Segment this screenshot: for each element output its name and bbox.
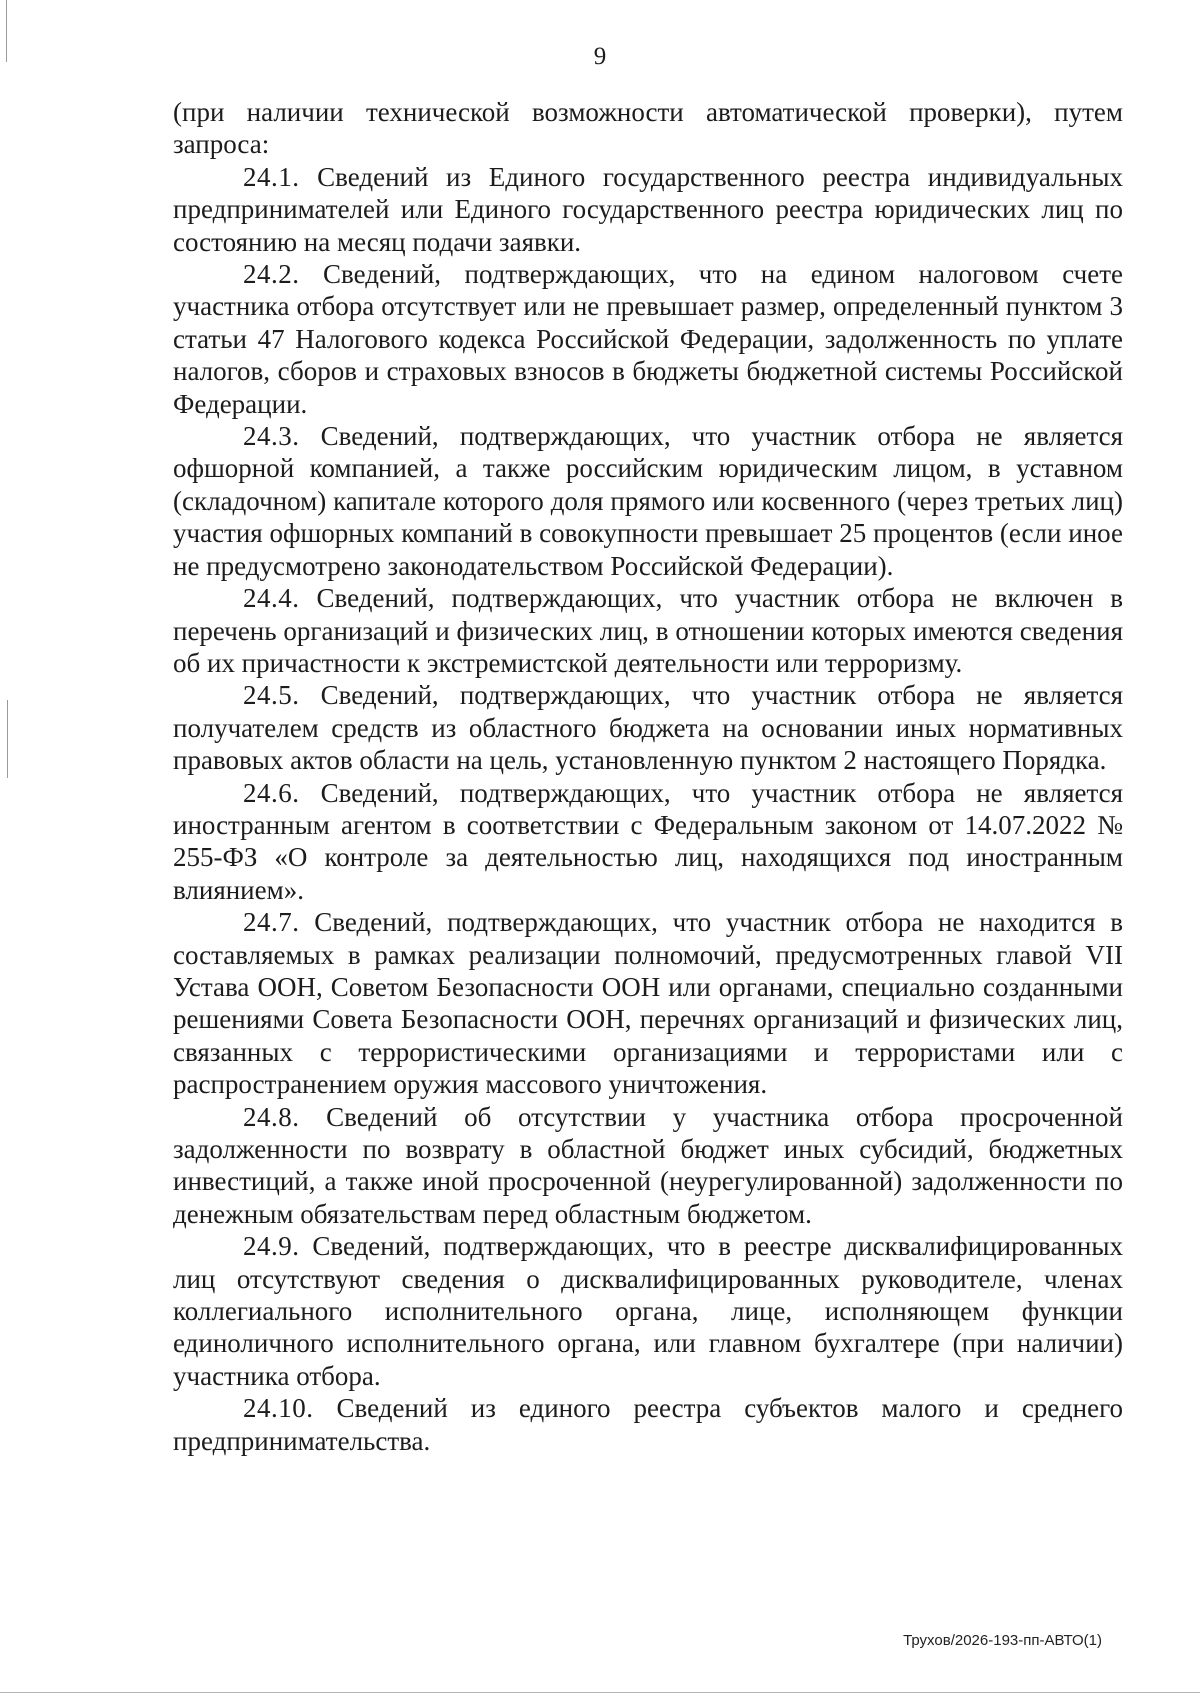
clause-number: 24.4. [243, 583, 300, 614]
clause-24-8 [173, 1101, 1123, 1231]
scan-bottom-edge [0, 1692, 1200, 1693]
clause-text: Сведений, подтверждающих, что участник отбора не находится в составляемых в рамках реализации полномочий, предусмотренных главой VII Устава ООН, Советом Безопасности ООН или органами, специально созданными решениями Совета Безопасности ООН, перечнях организаций и физических лиц, связанных с террористическими организациями и террористами или с распространением оружия массового уничтожения. [173, 907, 1123, 1100]
clause-24-2 [173, 258, 1123, 420]
clause-text: Сведений, подтверждающих, что участник отбора не включен в перечень организаций и физических лиц, в отношении которых имеются сведения об их причастности к экстремистской деятельности или терроризму. [173, 583, 1124, 678]
clause-text: Сведений, подтверждающих, что на едином налоговом счете участника отбора отсутствует или не превышает размер, определенный пунктом 3 статьи 47 Налогового кодекса Российской Федерации, задолженность по уплате налогов, сборов и страховых взносов в бюджеты бюджетной системы Российской Федерации. [173, 259, 1123, 419]
clause-text: Сведений, подтверждающих, что участник отбора не является иностранным агентом в соответствии с Федеральным законом от 14.07.2022 № 255-ФЗ «О контроле за деятельностью лиц, находящихся под иностранным влиянием». [173, 777, 1123, 905]
clause-number: 24.3. [243, 421, 300, 452]
clause-number: 24.1. [243, 161, 300, 192]
clause-24-7 [173, 906, 1123, 1100]
clause-number: 24.6. [243, 777, 300, 808]
clause-text: Сведений, подтверждающих, что в реестре дисквалифицированных лиц отсутствуют сведения о дисквалифицированных руководителе, членах коллегиального исполнительного органа, лице, исполняющем функции единоличного исполнительного органа, или главном бухгалтере (при наличии) участника отбора. [173, 1231, 1123, 1391]
clause-text: Сведений, подтверждающих, что участник отбора не является получателем средств из областного бюджета на основании иных нормативных правовых актов области на цель, установленную пунктом 2 настоящего Порядка. [173, 680, 1123, 776]
clause-number: 24.9. [243, 1231, 300, 1262]
intro-paragraph: (при наличии технической возможности автоматической проверки), путем запроса: [173, 97, 1123, 160]
clause-24-4 [173, 582, 1123, 679]
clause-text: Сведений об отсутствии у участника отбора просроченной задолженности по возврату в областной бюджет иных субсидий, бюджетных инвестиций, а также иной просроченной (неурегулированной) задолженности по денежным обязательствам перед областным бюджетом. [173, 1101, 1123, 1229]
clause-24-9 [173, 1230, 1123, 1392]
clause-number: 24.5. [243, 680, 300, 711]
clause-24-5 [173, 679, 1123, 776]
clause-text: Сведений из Единого государственного реестра индивидуальных предпринимателей или Единого государственного реестра юридических лиц по состоянию на месяц подачи заявки. [173, 161, 1124, 257]
clause-number: 24.8. [243, 1101, 300, 1132]
scan-edge-mark [7, 700, 8, 778]
page-number: 9 [593, 43, 607, 70]
document-footer-code: Трухов/2026-193-пп-АВТО(1) [903, 1632, 1102, 1649]
clause-text: Сведений, подтверждающих, что участник отбора не является офшорной компанией, а также российским юридическим лицом, в уставном (складочном) капитале которого доля прямого или косвенного (через третьих лиц) участия офшорных компаний в совокупности превышает 25 процентов (если иное не предусмотрено законодательством Российской Федерации). [173, 421, 1123, 581]
clause-24-3 [173, 420, 1123, 582]
clause-24-1 [173, 161, 1123, 258]
clause-number: 24.10. [243, 1393, 314, 1424]
clause-text: Сведений из единого реестра субъектов малого и среднего предпринимательства. [173, 1393, 1124, 1456]
clause-24-10 [173, 1392, 1123, 1457]
clause-24-6 [173, 777, 1123, 907]
clause-number: 24.2. [243, 259, 300, 290]
document-body [173, 96, 1123, 1457]
clause-number: 24.7. [243, 907, 300, 938]
